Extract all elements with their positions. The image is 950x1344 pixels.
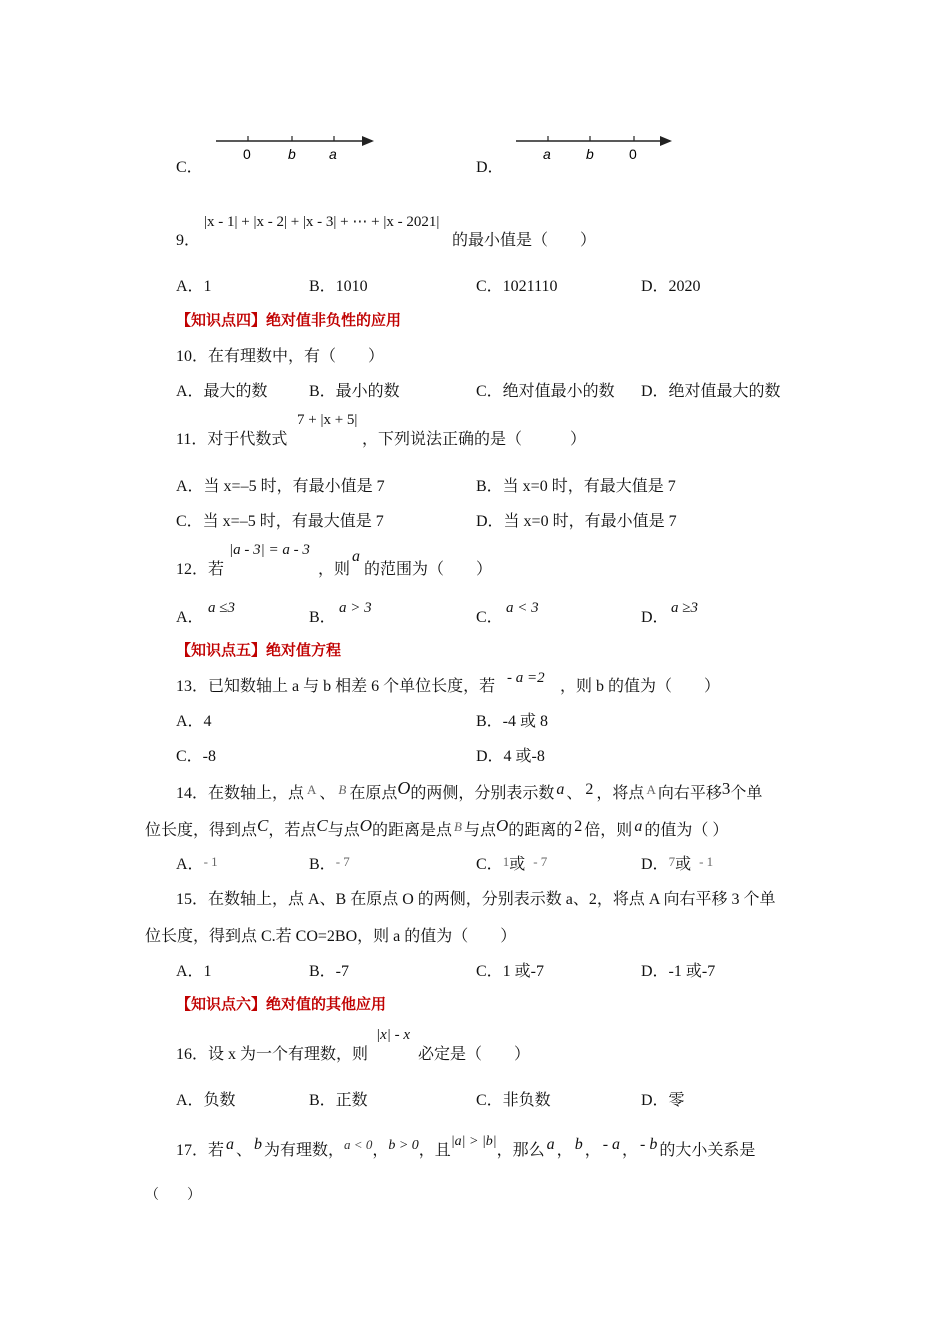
q15-option-b: B．-7	[309, 963, 350, 980]
tick-label: 0	[243, 146, 251, 162]
q9-option-a: A．1	[176, 278, 212, 295]
option-d-label: D．	[476, 159, 504, 176]
q16-option-d: D．零	[641, 1092, 685, 1109]
q15-option-d: D．-1 或-7	[641, 963, 716, 980]
q17-bracket: （ ）	[145, 1188, 201, 1203]
q13-post: ，则 b 的值为（ ）	[560, 678, 721, 695]
q13-option-d: D．4 或-8	[476, 748, 545, 765]
q10-option-a: A．最大的数	[176, 383, 268, 400]
q16-post: 必定是（ ）	[418, 1046, 531, 1063]
option-c-label: C．	[176, 159, 203, 176]
q16-option-b: B．正数	[309, 1092, 368, 1109]
q9-number: 9．	[176, 232, 201, 249]
q11-post: ，下列说法正确的是（ ）	[362, 431, 587, 448]
tick-label: a	[329, 146, 337, 162]
q13-expression: - a =2	[507, 670, 545, 686]
section-heading-6: 【知识点六】绝对值的其他应用	[176, 995, 387, 1013]
q12-var: a	[352, 548, 360, 565]
q11-option-a: A．当 x=–5 时，有最小值是 7	[176, 478, 385, 495]
q11-expression: 7 + |x + 5|	[297, 412, 358, 428]
q11-pre: 11．对于代数式	[176, 431, 288, 448]
q17-line: 17．若 a 、 b 为有理数，$^{a < 0}$，b > 0，且|a| > |b|，那么 a ， b ， - a ， - b 的大小关系是	[176, 1134, 756, 1159]
number-line-c	[212, 130, 382, 166]
q9-option-b: B．1010	[309, 278, 368, 295]
q12-pre: 12．若	[176, 561, 225, 578]
tick-label: b	[288, 146, 296, 162]
q13-pre: 13．已知数轴上 a 与 b 相差 6 个单位长度，若	[176, 678, 496, 695]
q14-option-d: D．7或 - 1	[641, 854, 714, 873]
q9-option-d: D．2020	[641, 278, 701, 295]
q16-option-c: C．非负数	[476, 1092, 551, 1109]
q16-pre: 16．设 x 为一个有理数，则	[176, 1046, 369, 1063]
q11-option-d: D．当 x=0 时，有最小值是 7	[476, 513, 677, 530]
section-heading-5: 【知识点五】绝对值方程	[176, 641, 342, 659]
tick-label: a	[543, 146, 551, 162]
q13-option-a: A．4	[176, 713, 212, 730]
q16-expression: |x| - x	[376, 1027, 411, 1043]
q12-option-c-label: C．	[476, 609, 503, 626]
q15-line2: 位长度，得到点 C.若 CO=2BO，则 a 的值为（ ）	[145, 928, 517, 945]
section-heading-4: 【知识点四】绝对值非负性的应用	[176, 311, 402, 329]
q12-option-a: a ≤3	[208, 600, 235, 616]
q16-option-a: A．负数	[176, 1092, 236, 1109]
q12-option-d-label: D．	[641, 609, 669, 626]
q13-option-c: C．-8	[176, 748, 217, 765]
tick-label: b	[586, 146, 594, 162]
q9-tail: 的最小值是（ ）	[452, 232, 597, 249]
q12-option-a-label: A．	[176, 609, 204, 626]
q9-option-c: C．1021110	[476, 278, 558, 295]
q12-post: 的范围为（ ）	[364, 561, 493, 578]
q9-expression: |x - 1| + |x - 2| + |x - 3| + ⋯ + |x - 2021|	[204, 214, 440, 230]
q10-option-d: D．绝对值最大的数	[641, 383, 781, 400]
q12-option-d: a ≥3	[671, 600, 698, 616]
q15-option-c: C．1 或-7	[476, 963, 545, 980]
tick-label: 0	[629, 146, 637, 162]
q14-line2: 位长度，得到点C，若点C与点O的距离是点 $^B$ 与点O的距离的 2 倍，则 a 的值为（ ）	[145, 816, 729, 839]
q12-option-b-label: B．	[309, 609, 336, 626]
q12-option-b: a > 3	[339, 600, 372, 616]
q14-option-a: A．- 1	[176, 854, 218, 873]
q12-expression: |a - 3| = a - 3	[229, 542, 310, 558]
q10-option-b: B．最小的数	[309, 383, 400, 400]
q11-option-c: C．当 x=–5 时，有最大值是 7	[176, 513, 384, 530]
q14-line1: 14．在数轴上，点 $^A$ 、 $^B$ 在原点O的两侧，分别表示数 a 、 2 ，将点 $^A$ 向右平移3个单	[176, 778, 763, 802]
q12-mid: ，则	[318, 561, 351, 578]
q14-option-b: B．- 7	[309, 854, 350, 873]
q13-option-b: B．-4 或 8	[476, 713, 549, 730]
q14-option-c: C．1或 - 7	[476, 854, 548, 873]
q15-option-a: A．1	[176, 963, 212, 980]
q12-option-c: a < 3	[506, 600, 539, 616]
q11-option-b: B．当 x=0 时，有最大值是 7	[476, 478, 676, 495]
q15-line1: 15．在数轴上，点 A、B 在原点 O 的两侧，分别表示数 a、2，将点 A 向右平移 3 个单	[176, 891, 776, 908]
q10-option-c: C．绝对值最小的数	[476, 383, 615, 400]
number-line-d	[512, 130, 682, 166]
q10-text: 10．在有理数中，有（ ）	[176, 348, 385, 365]
